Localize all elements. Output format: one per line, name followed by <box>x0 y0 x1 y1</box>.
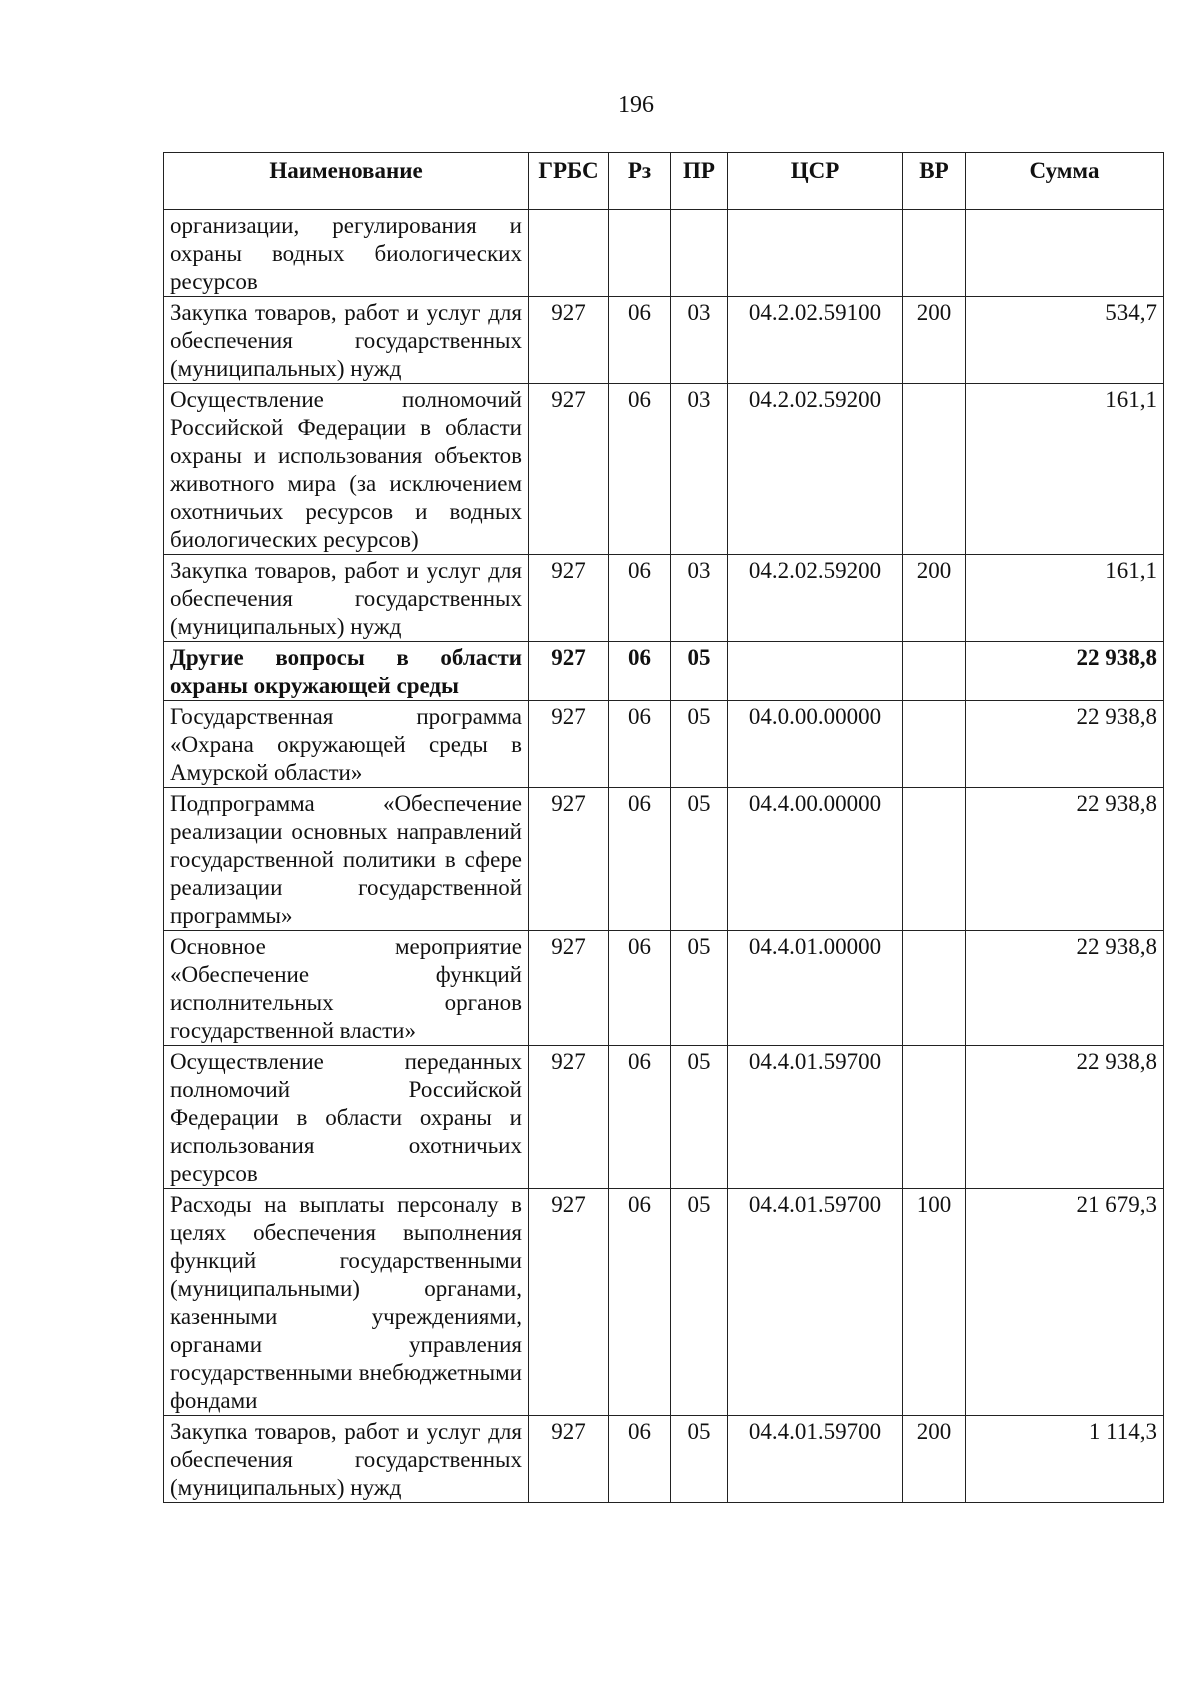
column-header-csr: ЦСР <box>728 153 903 210</box>
cell-name: Осуществление полномочий Российской Федерации в области охраны и использования объектов животного мира (за исключением охотничьих ресурсов и водных биологических ресурсов) <box>164 384 529 555</box>
table-row-section <box>164 642 1164 701</box>
cell-sum: 22 938,8 <box>966 931 1164 1046</box>
cell-grbs <box>529 210 609 297</box>
cell-name: Закупка товаров, работ и услуг для обеспечения государственных (муниципальных) нужд <box>164 1416 529 1503</box>
cell-vr <box>903 384 966 555</box>
cell-sum: 22 938,8 <box>966 642 1164 701</box>
cell-sum: 22 938,8 <box>966 1046 1164 1189</box>
cell-rz: 06 <box>609 1046 671 1189</box>
cell-csr: 04.2.02.59100 <box>728 297 903 384</box>
cell-name: Осуществление переданных полномочий Российской Федерации в области охраны и использования охотничьих ресурсов <box>164 1046 529 1189</box>
cell-vr <box>903 642 966 701</box>
cell-pr: 05 <box>671 642 728 701</box>
cell-name: Основное мероприятие «Обеспечение функций исполнительных органов государственной власти» <box>164 931 529 1046</box>
cell-grbs: 927 <box>529 1189 609 1416</box>
cell-name: Подпрограмма «Обеспечение реализации основных направлений государственной политики в сфере реализации государственной программы» <box>164 788 529 931</box>
cell-grbs: 927 <box>529 384 609 555</box>
cell-grbs: 927 <box>529 788 609 931</box>
cell-rz: 06 <box>609 555 671 642</box>
page-number: 196 <box>618 92 654 118</box>
cell-grbs: 927 <box>529 555 609 642</box>
cell-grbs: 927 <box>529 701 609 788</box>
cell-name: Закупка товаров, работ и услуг для обеспечения государственных (муниципальных) нужд <box>164 555 529 642</box>
cell-grbs: 927 <box>529 1046 609 1189</box>
column-header-sum: Сумма <box>966 153 1164 210</box>
budget-table <box>163 152 1164 1503</box>
cell-vr: 100 <box>903 1189 966 1416</box>
column-header-grbs: ГРБС <box>529 153 609 210</box>
cell-vr <box>903 788 966 931</box>
table-row <box>164 1416 1164 1503</box>
cell-vr: 200 <box>903 297 966 384</box>
cell-name: Другие вопросы в области охраны окружающей среды <box>164 642 529 701</box>
cell-pr: 05 <box>671 701 728 788</box>
cell-pr <box>671 210 728 297</box>
table-row <box>164 931 1164 1046</box>
table-row <box>164 210 1164 297</box>
cell-pr: 03 <box>671 297 728 384</box>
cell-vr <box>903 931 966 1046</box>
cell-pr: 05 <box>671 1416 728 1503</box>
cell-csr: 04.4.01.59700 <box>728 1189 903 1416</box>
table-row <box>164 384 1164 555</box>
cell-csr: 04.4.01.00000 <box>728 931 903 1046</box>
cell-name: Закупка товаров, работ и услуг для обеспечения государственных (муниципальных) нужд <box>164 297 529 384</box>
cell-sum: 22 938,8 <box>966 701 1164 788</box>
cell-grbs: 927 <box>529 642 609 701</box>
column-header-rz: Рз <box>609 153 671 210</box>
table-row <box>164 701 1164 788</box>
cell-sum <box>966 210 1164 297</box>
cell-vr <box>903 210 966 297</box>
cell-sum: 22 938,8 <box>966 788 1164 931</box>
cell-pr: 05 <box>671 1046 728 1189</box>
cell-csr: 04.2.02.59200 <box>728 384 903 555</box>
cell-rz: 06 <box>609 297 671 384</box>
cell-sum: 534,7 <box>966 297 1164 384</box>
cell-sum: 1 114,3 <box>966 1416 1164 1503</box>
cell-grbs: 927 <box>529 1416 609 1503</box>
cell-vr <box>903 701 966 788</box>
cell-csr: 04.2.02.59200 <box>728 555 903 642</box>
cell-csr: 04.0.00.00000 <box>728 701 903 788</box>
cell-name: организации, регулирования и охраны водных биологических ресурсов <box>164 210 529 297</box>
table-row <box>164 1189 1164 1416</box>
cell-name: Расходы на выплаты персоналу в целях обеспечения выполнения функций государственными (муниципальными) органами, казенными учреждениями, органами управления государственными внебюджетными фондами <box>164 1189 529 1416</box>
cell-sum: 21 679,3 <box>966 1189 1164 1416</box>
table-row <box>164 1046 1164 1189</box>
cell-name: Государственная программа «Охрана окружающей среды в Амурской области» <box>164 701 529 788</box>
cell-sum: 161,1 <box>966 384 1164 555</box>
cell-grbs: 927 <box>529 931 609 1046</box>
cell-rz: 06 <box>609 1416 671 1503</box>
cell-rz: 06 <box>609 931 671 1046</box>
cell-rz: 06 <box>609 701 671 788</box>
cell-vr <box>903 1046 966 1189</box>
column-header-pr: ПР <box>671 153 728 210</box>
cell-csr <box>728 642 903 701</box>
cell-vr: 200 <box>903 555 966 642</box>
table-row <box>164 555 1164 642</box>
table-header-row <box>164 153 1164 210</box>
cell-vr: 200 <box>903 1416 966 1503</box>
cell-rz <box>609 210 671 297</box>
column-header-vr: ВР <box>903 153 966 210</box>
cell-pr: 03 <box>671 555 728 642</box>
cell-pr: 05 <box>671 1189 728 1416</box>
cell-pr: 05 <box>671 788 728 931</box>
cell-rz: 06 <box>609 788 671 931</box>
cell-csr: 04.4.01.59700 <box>728 1046 903 1189</box>
cell-sum: 161,1 <box>966 555 1164 642</box>
table-row <box>164 788 1164 931</box>
cell-rz: 06 <box>609 384 671 555</box>
column-header-name: Наименование <box>164 153 529 210</box>
cell-grbs: 927 <box>529 297 609 384</box>
cell-csr: 04.4.01.59700 <box>728 1416 903 1503</box>
cell-pr: 03 <box>671 384 728 555</box>
cell-csr <box>728 210 903 297</box>
cell-rz: 06 <box>609 642 671 701</box>
cell-rz: 06 <box>609 1189 671 1416</box>
table-row <box>164 297 1164 384</box>
cell-pr: 05 <box>671 931 728 1046</box>
cell-csr: 04.4.00.00000 <box>728 788 903 931</box>
